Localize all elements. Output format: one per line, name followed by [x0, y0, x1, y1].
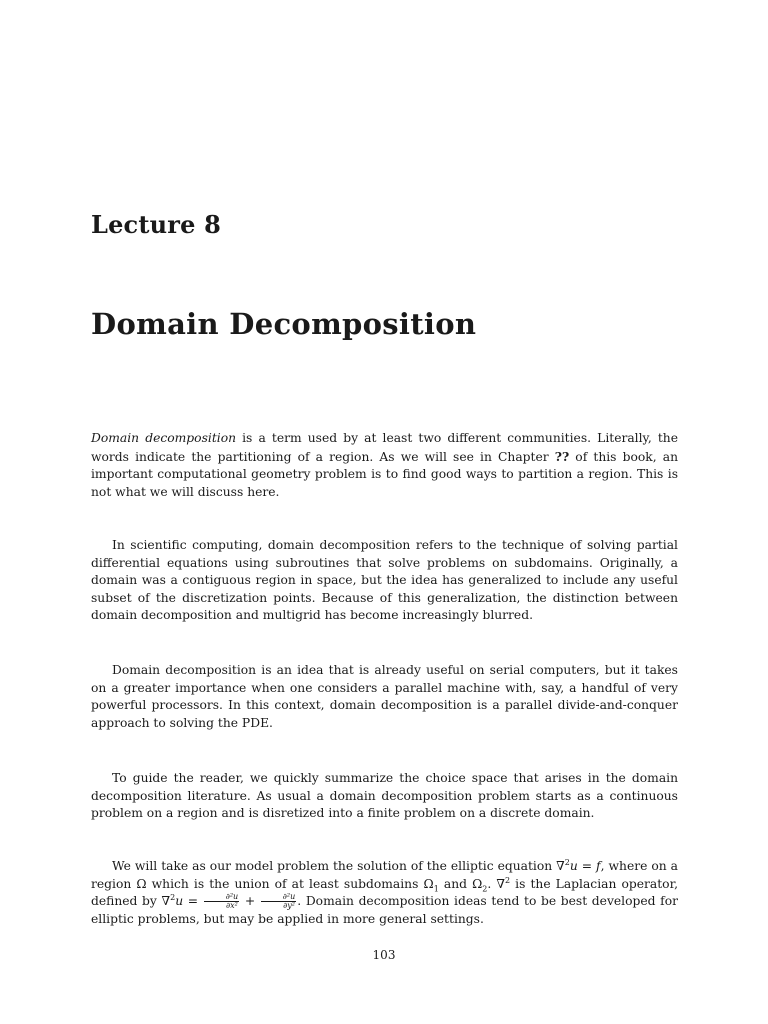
definition-power: 2: [170, 893, 176, 903]
paragraph-1-text: [91, 430, 678, 501]
definition-nabla: ∇: [161, 894, 171, 909]
paragraph-5-part-7: . Domain decomposition ideas tend to be best developed for elliptic problems, but may be applied in more general settings.: [91, 894, 679, 926]
paragraph-1-part-a: is a term used by at least two different communities. Literally, the words indicate the partitioning of a region. As we will see in Chapter: [91, 431, 678, 464]
omega-symbol: Ω: [136, 876, 147, 891]
fraction-d2u-dy2: [261, 893, 297, 910]
paragraph-2-text: In scientific computing, domain decomposition refers to the technique of solving partial differential equations using subroutines that solve problems on subdomains. Originally, a domain was a contiguous region in space, but the idea has generalized to include any useful subset of the discretization points. Because of this generalization, the distinction between domain decomposition and multigrid has become increasingly blurred.: [91, 538, 678, 623]
chapter-reference: ??: [554, 448, 570, 464]
fraction-2-numerator: ∂²u: [261, 893, 297, 902]
nabla-symbol: ∇: [556, 859, 565, 873]
fraction-d2u-dx2: [204, 893, 240, 910]
fraction-1-numerator: ∂²u: [204, 893, 240, 902]
paragraph-3: [91, 662, 678, 732]
paragraph-5-part-4: and: [438, 876, 473, 891]
subscript-1: 1: [433, 884, 439, 894]
paragraph-5-part-2: , where on a region: [91, 859, 678, 891]
omega-2-symbol: Ω: [472, 876, 483, 891]
subscript-2: 2: [482, 884, 488, 894]
definition-equals: =: [183, 894, 203, 909]
omega-1-symbol: Ω: [423, 876, 434, 891]
paragraph-4: [91, 770, 678, 823]
paragraph-3-text: Domain decomposition is an idea that is already useful on serial computers, but it takes on a greater importance when one considers a parallel machine with, say, a handful of very powerful processors. In this context, domain decomposition is a parallel divide-and-conquer approach to solving the PDE.: [91, 663, 678, 730]
paragraph-5-part-6: is the Laplacian operator, defined by: [91, 876, 678, 909]
paragraph-5-text: [91, 858, 678, 928]
page-number: 103: [372, 948, 396, 962]
paragraph-1-part-b: of this book, an important computational geometry problem is to find good ways to partition a region. This is not what we will discuss here.: [91, 449, 679, 499]
paragraph-2: [91, 537, 678, 625]
paragraph-1: [91, 430, 678, 501]
plus-sign: +: [240, 894, 260, 909]
paragraph-5-part-1: We will take as our model problem the solution of the elliptic equation: [112, 859, 557, 873]
variable-u: u: [569, 859, 578, 873]
chapter-title: Domain Decomposition: [91, 307, 477, 341]
lecture-label: Lecture 8: [91, 210, 222, 239]
fraction-1-denominator: ∂x²: [226, 901, 238, 911]
laplacian-power: 2: [504, 875, 511, 885]
emphasized-term: Domain decomposition: [91, 431, 237, 445]
paragraph-5: [91, 858, 678, 928]
paragraph-5-part-5: .: [487, 876, 497, 891]
fraction-2-denominator: ∂y²: [283, 901, 295, 911]
power-2: 2: [564, 857, 570, 867]
laplacian-symbol: ∇: [496, 876, 505, 891]
paragraph-5-part-3: which is the union of at least subdomains: [146, 876, 424, 891]
definition-u: u: [175, 894, 184, 909]
paragraph-4-text: To guide the reader, we quickly summarize the choice space that arises in the domain decomposition literature. As usual a domain decomposition problem starts as a continuous problem on a region and is disretized into a finite problem on a discrete domain.: [91, 771, 678, 821]
equation-rhs: = f: [577, 859, 601, 873]
equation-lhs: [556, 859, 600, 873]
